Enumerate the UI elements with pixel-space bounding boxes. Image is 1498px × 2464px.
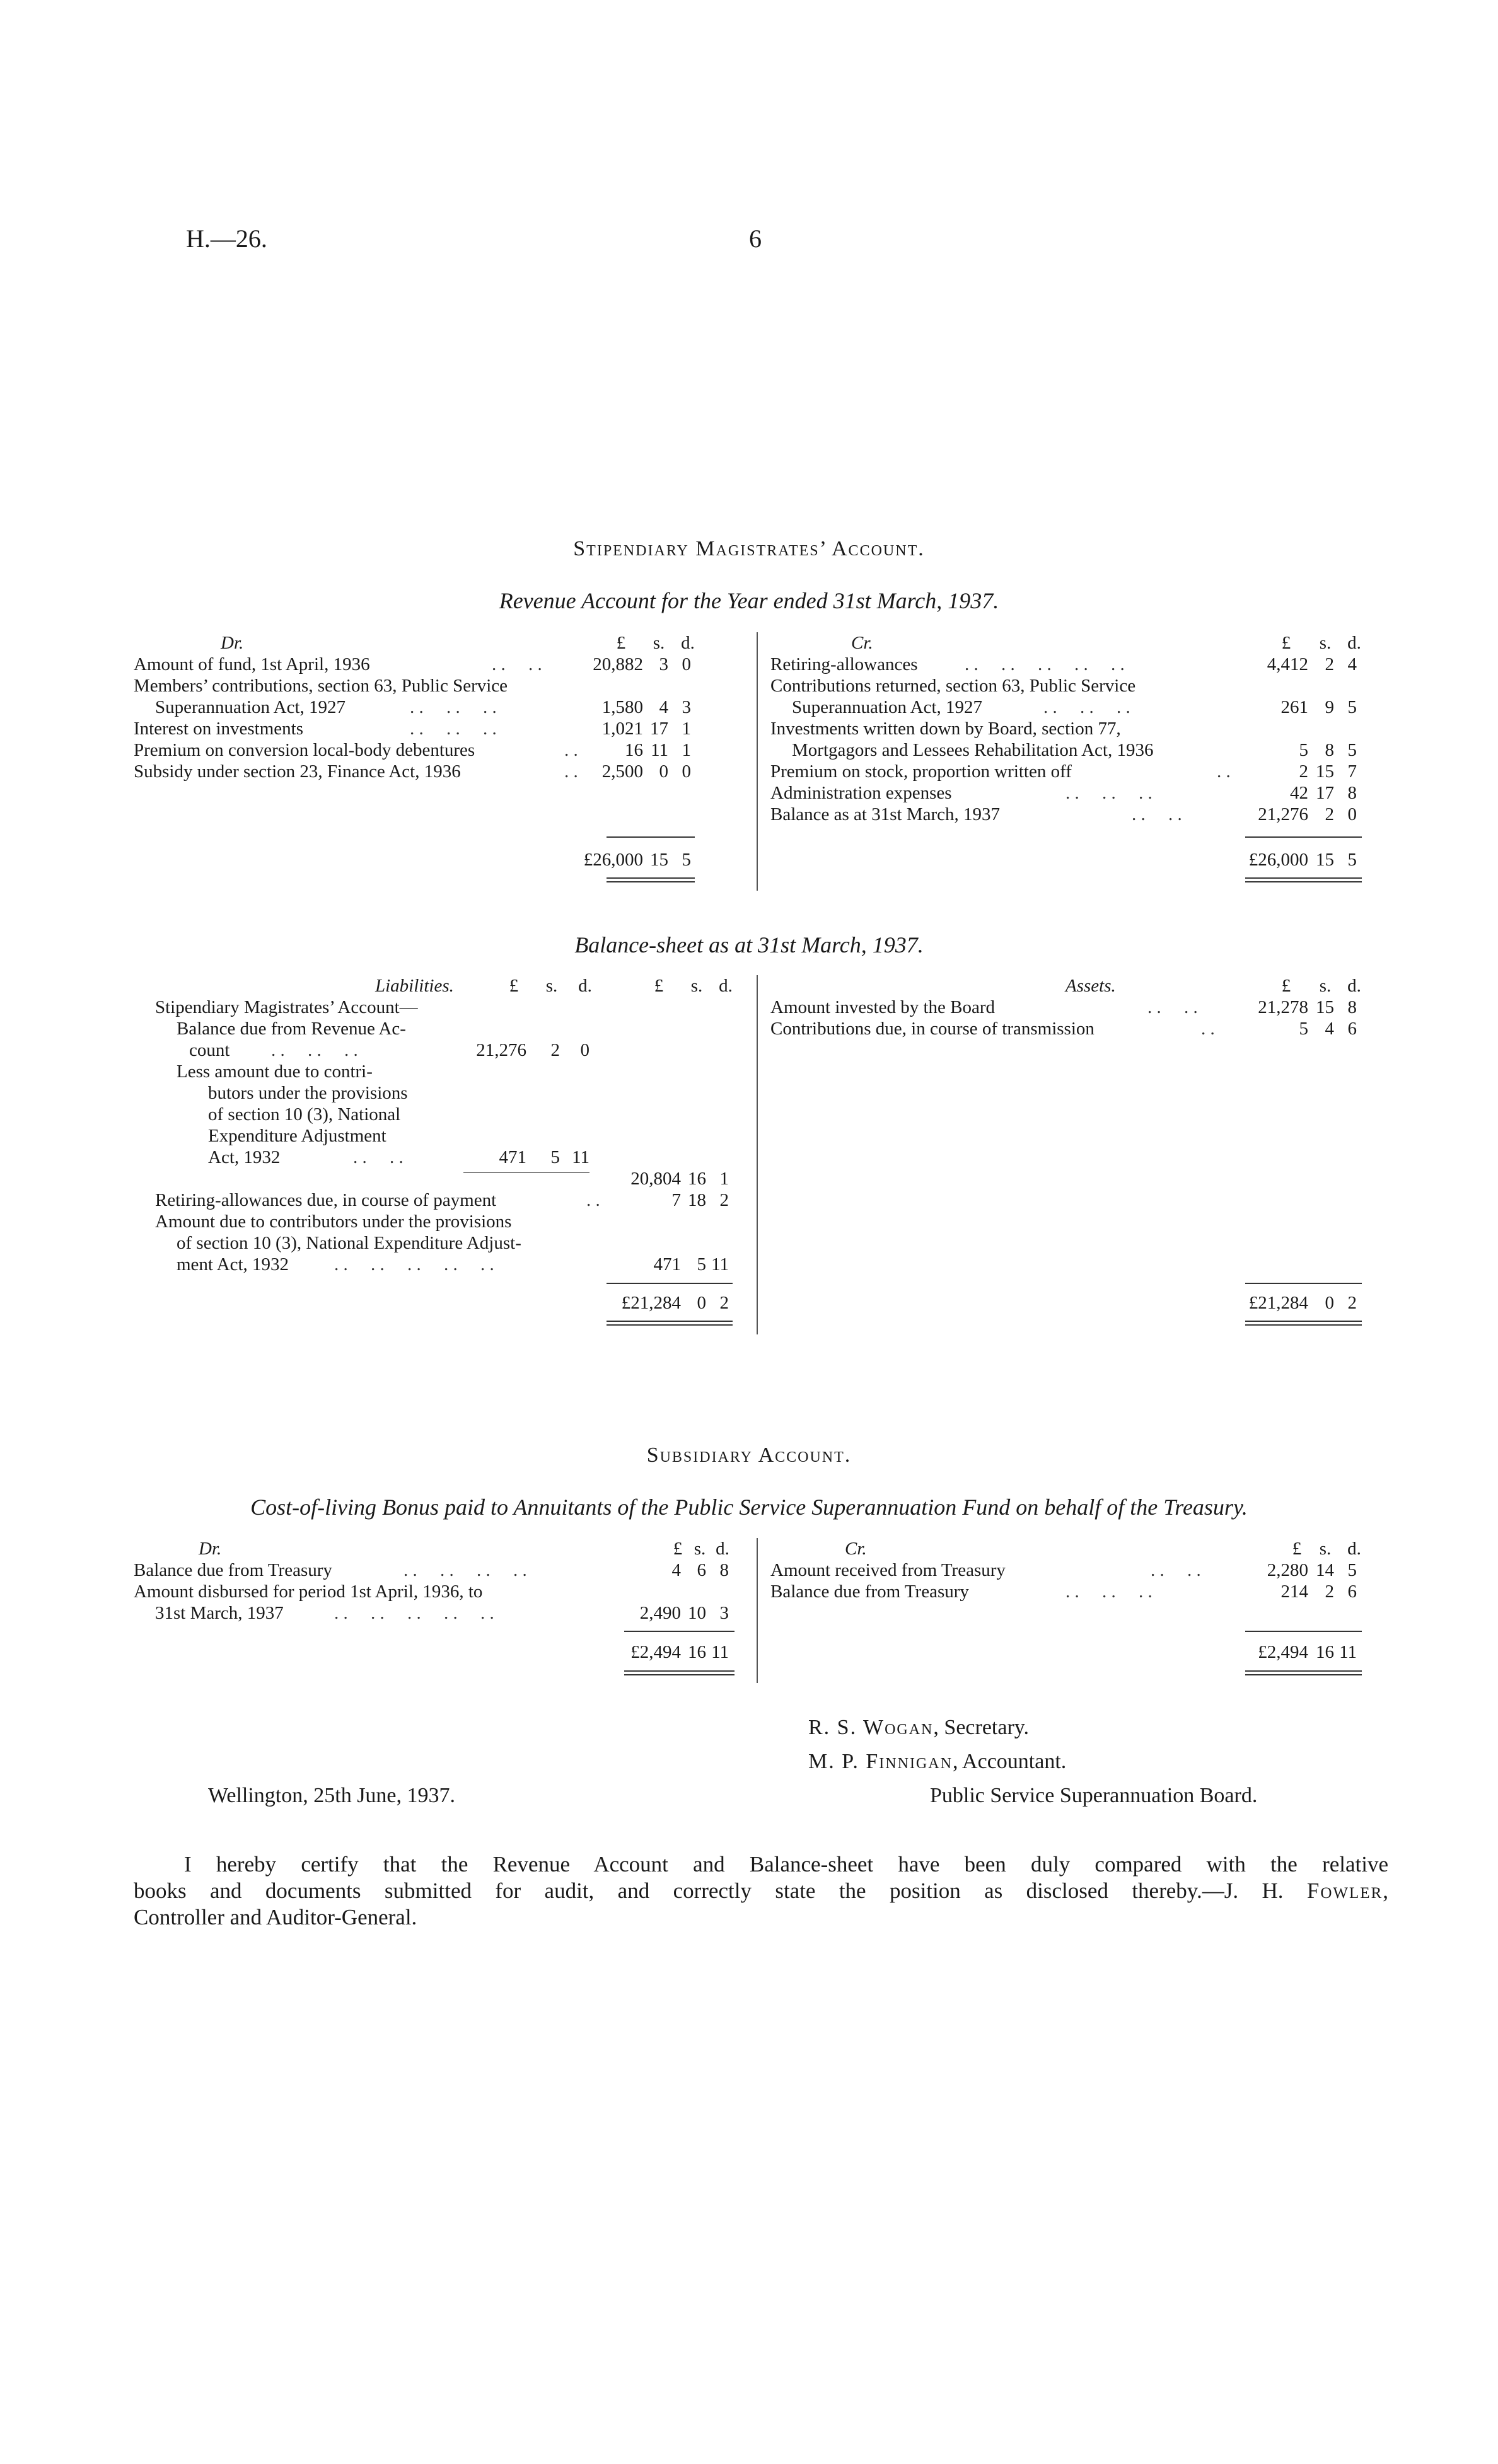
dr-item-pounds: 16 <box>625 740 643 760</box>
liab-line: Stipendiary Magistrates’ Account— <box>155 997 418 1017</box>
assets-total-pence: 2 <box>1347 1293 1357 1313</box>
shilling-heading: s. <box>653 633 665 653</box>
sub-cr-pence: 5 <box>1347 1560 1357 1580</box>
cr-item-text: Administration expenses <box>770 783 952 803</box>
liab-ret-shillings: 18 <box>688 1190 706 1210</box>
liab-net-pounds: 20,804 <box>630 1169 681 1189</box>
liab-line: butors under the provisions <box>208 1083 408 1103</box>
liab-line: count <box>189 1040 230 1060</box>
sub-cr-pounds: 214 <box>1280 1582 1308 1602</box>
liabilities-label: Liabilities. <box>375 976 454 996</box>
dr-item-shillings: 0 <box>659 761 668 782</box>
sub-cr-total-pence: 11 <box>1339 1642 1357 1662</box>
pound-heading: £ <box>673 1539 683 1559</box>
pound-heading: £ <box>654 976 664 996</box>
sub-cr-text: Amount received from Treasury <box>770 1560 1006 1580</box>
page-number: 6 <box>749 224 762 253</box>
cr-item-text: Mortgagors and Lessees Rehabilitation Act, 1936 <box>792 740 1154 760</box>
dr-item-text: Superannuation Act, 1927 <box>155 697 346 717</box>
pence-heading: d. <box>681 633 695 653</box>
sub-dr-total-pounds: £2,494 <box>630 1642 681 1662</box>
liab-shillings: 5 <box>550 1147 560 1167</box>
page-reference: H.—26. <box>186 224 267 253</box>
cr-item-pence: 0 <box>1347 804 1357 824</box>
subsidiary-subtitle: Cost-of-living Bonus paid to Annuitants of the Public Service Superannuation Fund on behalf of the Treasury. <box>250 1495 1248 1520</box>
pence-heading: d. <box>716 1539 729 1559</box>
asset-pounds: 5 <box>1299 1019 1308 1039</box>
dr-item-pounds: 1,021 <box>601 719 643 739</box>
signature-board: Public Service Superannuation Board. <box>930 1784 1258 1807</box>
sub-dr-text: Balance due from Treasury <box>134 1560 332 1580</box>
sub-cr-pence: 6 <box>1347 1582 1357 1602</box>
dr-item-shillings: 3 <box>659 654 668 674</box>
dr-label: Dr. <box>221 633 244 653</box>
assets-total-shillings: 0 <box>1325 1293 1334 1313</box>
sub-dr-text: Amount disbursed for period 1st April, 1936, to <box>134 1582 483 1602</box>
liab-total-pounds: £21,284 <box>621 1293 681 1313</box>
cr-item-pounds: 42 <box>1290 783 1308 803</box>
cr-item-pounds: 5 <box>1299 740 1308 760</box>
certificate-line: Controller and Auditor-General. <box>134 1905 417 1929</box>
shilling-heading: s. <box>1319 1539 1332 1559</box>
asset-pence: 8 <box>1347 997 1357 1017</box>
sub-dr-pounds: 2,490 <box>639 1603 681 1623</box>
sub-cr-total-pounds: £2,494 <box>1258 1642 1308 1662</box>
shilling-heading: s. <box>545 976 558 996</box>
asset-text: Contributions due, in course of transmission <box>770 1019 1094 1039</box>
place-date: Wellington, 25th June, 1937. <box>208 1784 456 1807</box>
liab-line: Act, 1932 <box>208 1147 281 1167</box>
cr-item-shillings: 2 <box>1325 804 1334 824</box>
dr-item-text: Members’ contributions, section 63, Public Service <box>134 676 508 696</box>
sub-cr-text: Balance due from Treasury <box>770 1582 969 1602</box>
cr-total-shillings: 15 <box>1316 850 1334 870</box>
dr-item-shillings: 4 <box>659 697 668 717</box>
shilling-heading: s. <box>694 1539 706 1559</box>
sub-dr-pence: 8 <box>719 1560 729 1580</box>
cr-item-text: Investments written down by Board, section 77, <box>770 719 1121 739</box>
subsidiary-divider <box>757 1538 758 1683</box>
auditor-certificate <box>134 1851 1388 1931</box>
balance-sheet-title: Balance-sheet as at 31st March, 1937. <box>574 932 924 957</box>
liab-line: ment Act, 1932 <box>177 1254 289 1275</box>
cr-item-shillings: 2 <box>1325 654 1334 674</box>
cr-item-text: Retiring-allowances <box>770 654 918 674</box>
pence-heading: d. <box>1347 1539 1361 1559</box>
section-title-subsidiary: Subsidiary Account. <box>646 1443 852 1467</box>
assets-total-pounds: £21,284 <box>1248 1293 1308 1313</box>
liab-line: of section 10 (3), National <box>208 1104 401 1125</box>
pence-heading: d. <box>1347 633 1361 653</box>
cr-item-text: Premium on stock, proportion written off <box>770 761 1072 782</box>
certificate-line: books and documents submitted for audit, and correctly state the position as disclosed thereby.—J. H. Fowler, <box>134 1878 1388 1903</box>
certificate-line: I hereby certify that the Revenue Account and Balance-sheet have been duly compared with the relative <box>184 1852 1388 1877</box>
shilling-heading: s. <box>1319 976 1332 996</box>
cr-item-pence: 5 <box>1347 740 1357 760</box>
cr-item-pence: 4 <box>1347 654 1357 674</box>
cr-item-pence: 5 <box>1347 697 1357 717</box>
liab-pence: 11 <box>572 1147 589 1167</box>
cr-label: Cr. <box>851 633 873 653</box>
asset-pounds: 21,278 <box>1258 997 1308 1017</box>
dr-item-text: Premium on conversion local-body debentures <box>134 740 475 760</box>
liab-total-shillings: 0 <box>697 1293 706 1313</box>
liab-pence: 0 <box>580 1040 589 1060</box>
liab-shillings: 2 <box>550 1040 560 1060</box>
shilling-heading: s. <box>1319 633 1332 653</box>
liab-line: Balance due from Revenue Ac- <box>177 1019 406 1039</box>
sub-cr-shillings: 14 <box>1316 1560 1334 1580</box>
shilling-heading: s. <box>690 976 703 996</box>
cr-item-shillings: 9 <box>1325 697 1334 717</box>
dr-item-pounds: 20,882 <box>593 654 643 674</box>
cr-item-pounds: 2 <box>1299 761 1308 782</box>
cr-item-shillings: 8 <box>1325 740 1334 760</box>
pound-heading: £ <box>1281 976 1291 996</box>
cr-item-shillings: 17 <box>1316 783 1334 803</box>
cr-total-pence: 5 <box>1347 850 1357 870</box>
dr-item-pence: 0 <box>682 654 691 674</box>
sub-dr-shillings: 10 <box>688 1603 706 1623</box>
cr-item-text: Superannuation Act, 1927 <box>792 697 983 717</box>
asset-text: Amount invested by the Board <box>770 997 996 1017</box>
asset-pence: 6 <box>1347 1019 1357 1039</box>
liab-line: Retiring-allowances due, in course of payment <box>155 1190 497 1210</box>
cr-total-rule <box>1245 836 1362 838</box>
signature-secretary: R. S. Wogan, Secretary. <box>808 1716 1030 1739</box>
dr-item-pence: 3 <box>682 697 691 717</box>
balance-divider <box>757 975 758 1334</box>
pence-heading: d. <box>578 976 592 996</box>
liab-total-pence: 2 <box>719 1293 729 1313</box>
section-title-stipendiary: Stipendiary Magistrates’ Account. <box>573 537 925 560</box>
liab-line: Less amount due to contri- <box>177 1061 373 1082</box>
asset-shillings: 4 <box>1325 1019 1334 1039</box>
dr-total-pence: 5 <box>682 850 691 870</box>
sub-dr-shillings: 6 <box>697 1560 706 1580</box>
cr-label: Cr. <box>845 1539 867 1559</box>
liab-amt-shillings: 5 <box>697 1254 706 1275</box>
dr-total-pounds: £26,000 <box>583 850 643 870</box>
cr-item-text: Balance as at 31st March, 1937 <box>770 804 1001 824</box>
sub-cr-shillings: 2 <box>1325 1582 1334 1602</box>
dr-item-shillings: 11 <box>651 740 668 760</box>
sub-dr-pounds: 4 <box>671 1560 681 1580</box>
liab-line: of section 10 (3), National Expenditure Adjust- <box>177 1233 521 1253</box>
dr-item-shillings: 17 <box>650 719 668 739</box>
sub-dr-total-shillings: 16 <box>688 1642 706 1662</box>
sub-cr-total-shillings: 16 <box>1316 1642 1334 1662</box>
pound-heading: £ <box>509 976 519 996</box>
dr-total-rule <box>607 836 695 838</box>
dr-item-text: Amount of fund, 1st April, 1936 <box>134 654 370 674</box>
dr-item-pence: 1 <box>682 740 691 760</box>
dr-item-pounds: 2,500 <box>601 761 643 782</box>
sub-cr-pounds: 2,280 <box>1267 1560 1308 1580</box>
dr-item-pence: 1 <box>682 719 691 739</box>
assets-label: Assets. <box>1065 976 1116 996</box>
dr-item-text: Interest on investments <box>134 719 304 739</box>
liab-line: Amount due to contributors under the provisions <box>155 1212 512 1232</box>
cr-item-shillings: 15 <box>1316 761 1334 782</box>
dr-total-shillings: 15 <box>650 850 668 870</box>
liab-pounds: 471 <box>499 1147 526 1167</box>
liab-ret-pence: 2 <box>719 1190 729 1210</box>
pound-heading: £ <box>616 633 626 653</box>
cr-item-pounds: 21,276 <box>1258 804 1308 824</box>
pound-heading: £ <box>1281 633 1291 653</box>
pence-heading: d. <box>1347 976 1361 996</box>
liab-amt-pence: 11 <box>711 1254 729 1275</box>
cr-item-text: Contributions returned, section 63, Public Service <box>770 676 1136 696</box>
asset-shillings: 15 <box>1316 997 1334 1017</box>
pence-heading: d. <box>719 976 733 996</box>
liab-pounds: 21,276 <box>476 1040 526 1060</box>
liab-line: Expenditure Adjustment <box>208 1126 386 1146</box>
dr-item-text: Subsidy under section 23, Finance Act, 1936 <box>134 761 461 782</box>
signature-accountant: M. P. Finnigan, Accountant. <box>808 1750 1067 1773</box>
cr-item-pounds: 4,412 <box>1267 654 1308 674</box>
cr-item-pence: 7 <box>1347 761 1357 782</box>
sub-dr-total-pence: 11 <box>711 1642 729 1662</box>
liab-ret-pounds: 7 <box>671 1190 681 1210</box>
sub-dr-pence: 3 <box>719 1603 729 1623</box>
revenue-account-title: Revenue Account for the Year ended 31st March, 1937. <box>499 588 999 613</box>
liab-net-shillings: 16 <box>688 1169 706 1189</box>
pound-heading: £ <box>1292 1539 1302 1559</box>
cr-item-pence: 8 <box>1347 783 1357 803</box>
dr-item-pence: 0 <box>682 761 691 782</box>
revenue-divider <box>757 632 758 891</box>
liab-amt-pounds: 471 <box>653 1254 681 1275</box>
cr-total-pounds: £26,000 <box>1248 850 1308 870</box>
dr-item-pounds: 1,580 <box>601 697 643 717</box>
sub-dr-text: 31st March, 1937 <box>155 1603 284 1623</box>
dr-label: Dr. <box>199 1539 222 1559</box>
liab-net-pence: 1 <box>719 1169 729 1189</box>
cr-item-pounds: 261 <box>1280 697 1308 717</box>
